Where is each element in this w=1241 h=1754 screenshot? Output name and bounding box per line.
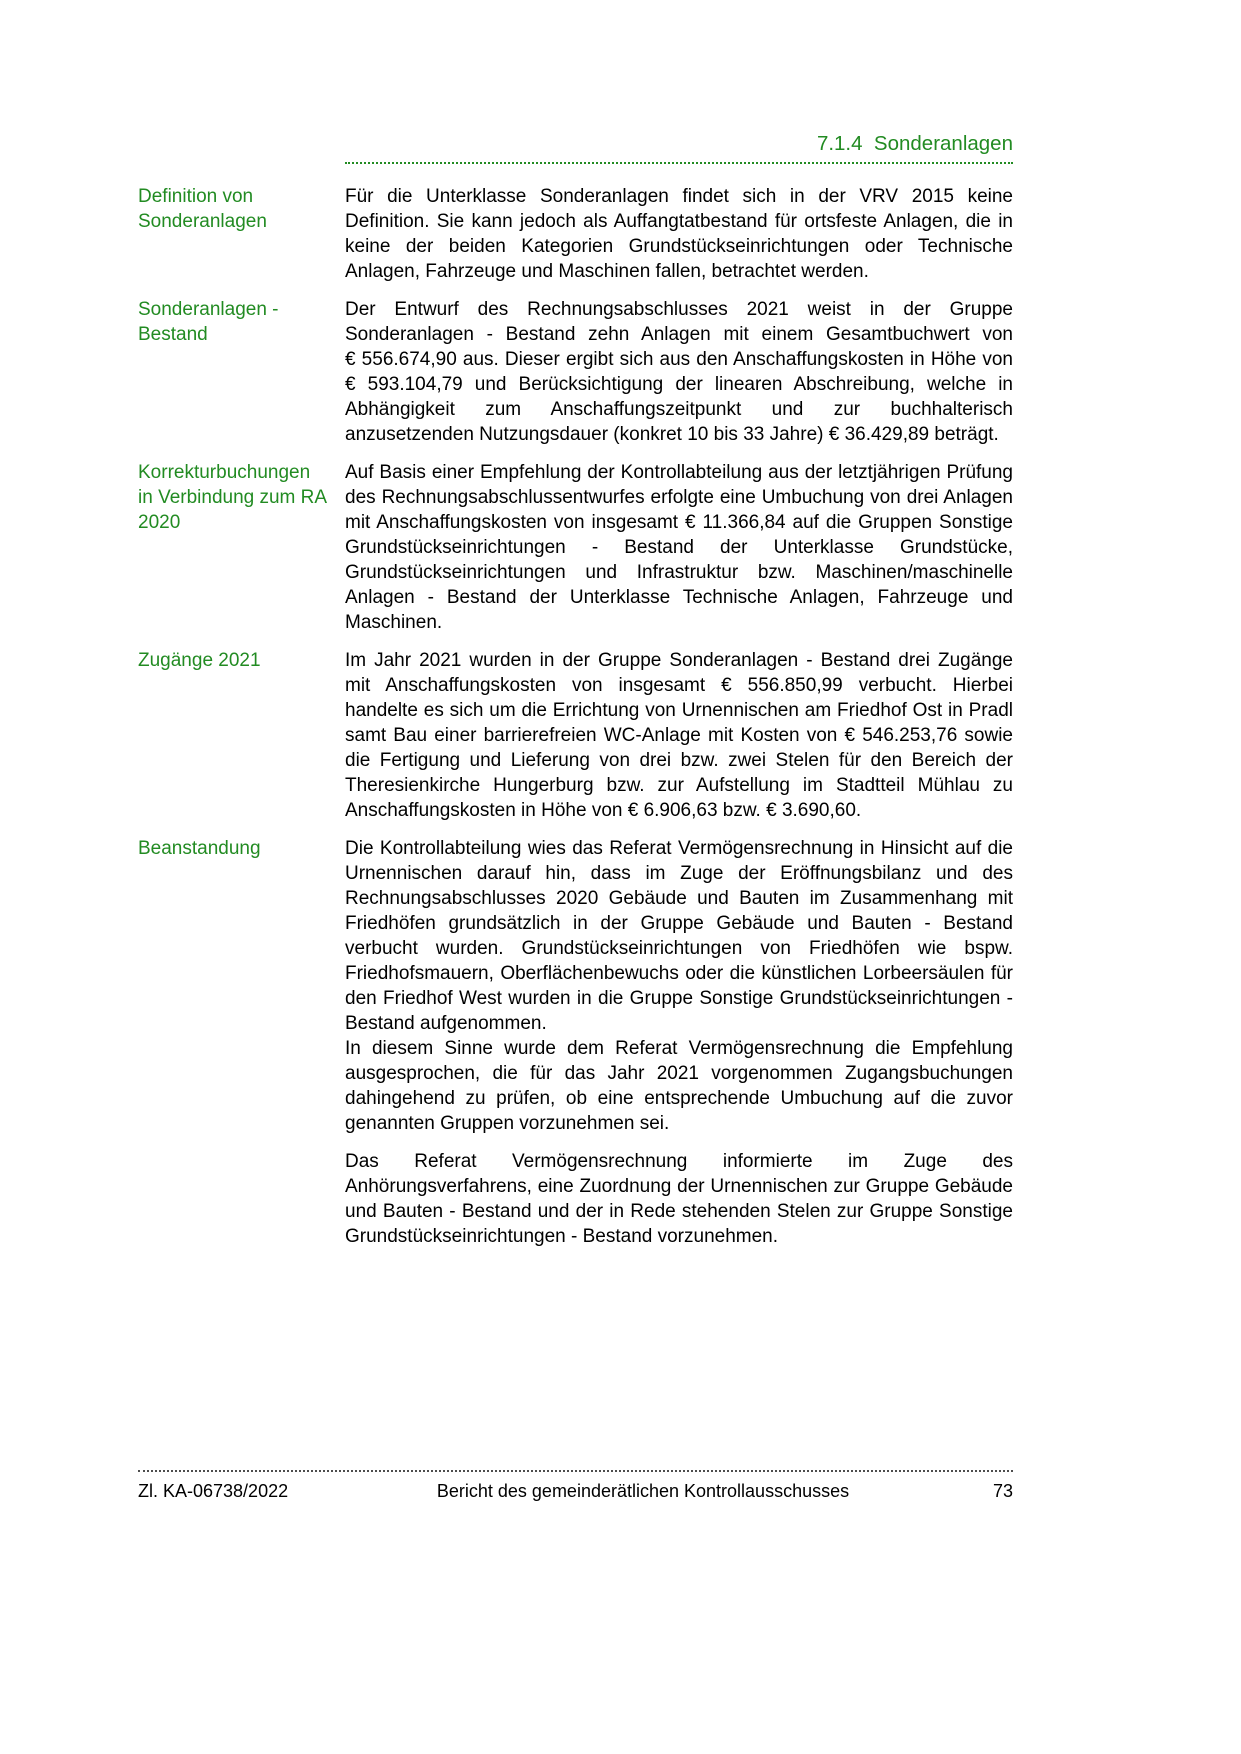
section-body (345, 648, 1013, 823)
section-definition-von-sonderanlagen (138, 184, 1013, 284)
section-heading: 7.1.4 Sonderanlagen (816, 132, 1013, 155)
margin-label: Korrekturbuchungen in Verbindung zum RA 2020 (138, 462, 327, 533)
section-anhoerungsverfahren (138, 1149, 1013, 1249)
margin-label: Sonderanlagen - Bestand (138, 299, 279, 345)
section-beanstandung (138, 836, 1013, 1136)
body-paragraph: In diesem Sinne wurde dem Referat Vermögensrechnung die Empfehlung ausgesprochen, die für das Jahr 2021 vorgenommen Zugangsbuchungen dahingehend zu prüfen, ob eine entsprechende Umbuchung auf die zuvor genannten Gruppen vorzunehmen sei. (345, 1038, 1013, 1134)
section-body (345, 297, 1013, 447)
margin-label (138, 1149, 345, 1249)
footer-divider (138, 1470, 1013, 1472)
footer-page-number: 73 (992, 1481, 1013, 1501)
section-body (345, 836, 1013, 1136)
section-korrekturbuchungen-ra-2020 (138, 460, 1013, 635)
body-paragraph: Für die Unterklasse Sonderanlagen findet sich in der VRV 2015 keine Definition. Sie kann jedoch als Auffangtatbestand für ortsfeste Anlagen, die in keine der beiden Kategorien Grundstückseinrichtungen oder Technische Anlagen, Fahrzeuge und Maschinen fallen, betrachtet werden. (345, 186, 1013, 282)
page-content (138, 132, 1013, 1249)
section-body (345, 184, 1013, 284)
body-paragraph: Auf Basis einer Empfehlung der Kontrollabteilung aus der letztjährigen Prüfung des Rechnungsabschlussentwurfes erfolgte eine Umbuchung von drei Anlagen mit Anschaffungskosten von insgesamt € 11.366,84 auf die Gruppen Sonstige Grundstückseinrichtungen - Bestand der Unterklasse Grundstücke, Grundstückseinrichtungen und Infrastruktur bzw. Maschinen/maschinelle Anlagen - Bestand der Unterklasse Technische Anlagen, Fahrzeuge und Maschinen. (345, 462, 1013, 633)
footer-report-title: Bericht des gemeinderätlichen Kontrollausschusses (436, 1481, 850, 1501)
heading-divider (345, 162, 1013, 164)
body-paragraph: Die Kontrollabteilung wies das Referat Vermögensrechnung in Hinsicht auf die Urnennischen darauf hin, dass im Zuge der Eröffnungsbilanz und des Rechnungsabschlusses 2020 Gebäude und Bauten im Zusammenhang mit Friedhöfen grundsätzlich in der Gruppe Gebäude und Bauten - Bestand verbucht wurden. Grundstückseinrichtungen von Friedhöfen wie bspw. Friedhofsmauern, Oberflächenbewuchs oder die künstlichen Lorbeersäulen für den Friedhof West wurden in die Gruppe Sonstige Grundstückseinrichtungen - Bestand aufgenommen. (345, 838, 1013, 1034)
section-zugaenge-2021 (138, 648, 1013, 823)
section-body (345, 460, 1013, 635)
margin-label: Definition von Sonderanlagen (138, 186, 267, 232)
heading-block (345, 132, 1013, 164)
margin-label: Beanstandung (138, 838, 261, 859)
footer-reference-number: Zl. KA-06738/2022 (138, 1481, 289, 1501)
margin-label: Zugänge 2021 (138, 650, 261, 671)
section-body (345, 1149, 1013, 1249)
body-paragraph: Im Jahr 2021 wurden in der Gruppe Sonderanlagen - Bestand drei Zugänge mit Anschaffungskosten von insgesamt € 556.850,99 verbucht. Hierbei handelte es sich um die Errichtung von Urnennischen am Friedhof Ost in Pradl samt Bau einer barrierefreien WC-Anlage mit Kosten von € 546.253,76 sowie die Fertigung und Lieferung von drei bzw. zwei Stelen für den Bereich der Theresienkirche Hungerburg bzw. zur Aufstellung im Stadtteil Mühlau zu Anschaffungskosten in Höhe von € 6.906,63 bzw. € 3.690,60. (345, 650, 1013, 821)
page-footer (138, 1470, 1013, 1502)
section-sonderanlagen-bestand (138, 297, 1013, 447)
body-paragraph: Der Entwurf des Rechnungsabschlusses 2021 weist in der Gruppe Sonderanlagen - Bestand zehn Anlagen mit einem Gesamtbuchwert von € 556.674,90 aus. Dieser ergibt sich aus den Anschaffungskosten in Höhe von € 593.104,79 und Berücksichtigung der linearen Abschreibung, welche in Abhängigkeit zum Anschaffungszeitpunkt und zur buchhalterisch anzusetzenden Nutzungsdauer (konkret 10 bis 33 Jahre) € 36.429,89 beträgt. (345, 299, 1013, 445)
body-paragraph: Das Referat Vermögensrechnung informierte im Zuge des Anhörungsverfahrens, eine Zuordnung der Urnennischen zur Gruppe Gebäude und Bauten - Bestand und der in Rede stehenden Stelen zur Gruppe Sonstige Grundstückseinrichtungen - Bestand vorzunehmen. (345, 1151, 1013, 1247)
footer-row (138, 1480, 1013, 1502)
